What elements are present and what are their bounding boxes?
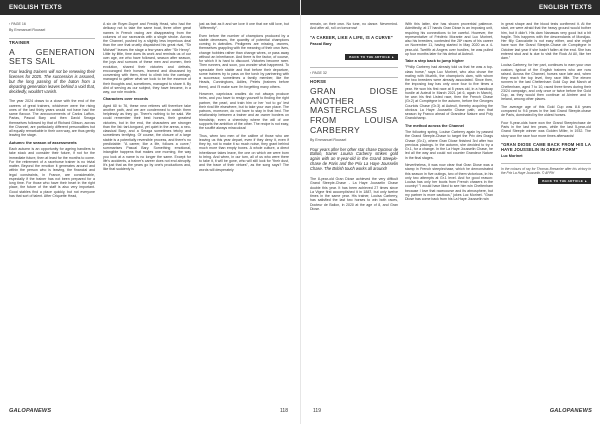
- magazine-brand: GALOPANEWS: [549, 408, 592, 414]
- byline: By Emmanuel Roussel: [9, 28, 46, 33]
- page-number: 119: [313, 408, 321, 414]
- magazine-brand: GALOPANEWS: [9, 408, 52, 414]
- pull-quote: "GRAN DIOSE CAME BACK FROM HIS LA HAYE JOUSSELIN IN GREAT FORM": [501, 141, 591, 152]
- paragraph: Louisa Carberry, for her part, continues to earn your own custom, typical of the English trainers who are now raised. Across the Channel, horses race late and, when they reach the top level, they race little. The eleven runners in the last Cheltenham Gold Cup last March at Cheltenham, aged 7 to 10, raced three times during their 23/24 campaign, and only once or twice before the Gold Cup, as they would then continue at Aintree and in Ireland, among other places.: [501, 63, 591, 102]
- byline: By Emmanuel Roussel: [310, 138, 347, 143]
- right-page-footer: [301, 408, 600, 418]
- pull-quote: "A CAREER, LIKE A LIFE, IS A CURVE": [310, 34, 393, 40]
- page-number: 118: [280, 408, 288, 414]
- standfirst: Four leading trainers will not be renewing their licenses for 2025. The succession is assured, but the long passing of the baton from a departing generation leaves behind a void that, decidedly, wouldn't vanish.: [9, 68, 95, 94]
- article-headline: A GENERATION SETS SAIL: [9, 46, 95, 67]
- pull-quote-author: Luc Morinet: [501, 154, 523, 159]
- paragraph: Thus, when two men of the calibre of those who are leaving us this year depart, even if they deny it, even if they try, not to make it so much noise, they grant behind much more than empty boxes. A whole culture, a direct inheritance takes leave, the one on which we were born to bring. And when, in our turn, all of us who were there to take it, it will be gone, who will still look for "their dust, and the trace of their virtues", as the song says? The words will desperately: [199, 133, 289, 172]
- subheading: Autumn: the season of assessments: [9, 139, 77, 145]
- paragraph: Aged 60 to 76, these new retirees will therefore take another path, and we are condemned to watch them helplessly as they go. There's nothing to be said. We could remember their best horses, their greatest victories, but in the end, the characters are stronger than the list: tart-tongued, yet quiet in the arena, a neo-classical Bary, and a Smaga sometimes tetchy and sometimes terrifying. Of course, the closure of a large stable is a potentially reversible process, and there's no predictable: "A career, like a life, follows a curve," summarises Pascal Bary. Something emotional, intangible happens that makes one morning, the way you look at a name is no longer the same. Except for life's accidents, a trainer's career does not end abruptly. It's just that as the years go by one's productions and, like that suddenly is: [103, 103, 191, 172]
- section-label: TRAINER: [9, 38, 95, 45]
- paragraph: "Philip Carberry had already told us that he was a top-class horse," says Luc Morinet, who also chose the mating with Muzhik, the champion's dam, with whom the two breeders were already associated. Since then, the imposing bay has only once four to five times a year. He won his first race at 5 years old, in a handicap hurdle at Auteuil in March 2021 (at 6, again in March), he won his first Listed race, then the French Chase (Gr.2) at Compiègne in the autumn, before the Georges Courtois Chase (Gr.3) at Auteuil, thereby acquiring the obvious La Haye Jousselin Chase path, won that season by Franco ahead of Grandeur Nature and Poly Grandchamp.: [405, 65, 493, 121]
- article-headline: GRAN DIOSE ANOTHER MASTERCLASS FROM LOUISA CARBERRY: [310, 86, 398, 135]
- left-page-header: ENGLISH TEXTS: [0, 0, 300, 15]
- standfirst: Four years after her other star chase Docteur de Ballon, trainer Louisa Carberry strikes gold again with an 8-year-old in the Grand Steeple-chase de Paris and the Prix La Haye Jousselin Chase. The British touch works all around!: [310, 146, 398, 172]
- section-label: HORSE: [310, 77, 398, 84]
- paragraph: The following spring, Louise Carberry again by passed the Grand Steeple-Chase to target the Prix des Drags Chase (Gr.1), where Gran Diose finished 3rd after two previous placings. In the autumn, she decided to try a Gr.1, for a change. In the La Haye Jousselin Chase, he led all the way and could not counter Grandeur Nature in the final stages.: [405, 130, 493, 160]
- paragraph: The 8-year-old Gran Diose achieved the very difficult Grand Steeple-Chase - La Haye Jousselin Chase double this year. It has been achieved 27 times since La Vigne first accomplished it in 1887, but only twelve times in the same year. His trainer, Louisa Carberry, has satisfied the last two horses to win both races, Docteur de Ballon, in 2020 at the age of 8, and Gran Diose.: [310, 177, 398, 211]
- photo-caption: In the colours of ray for Thomas Bresanier after his victory in the Prix La Haye Jousselin. © APRH: [501, 166, 591, 175]
- right-col-2: [405, 22, 493, 205]
- paragraph: Four 9-year-olds have won the Grand Steeplechase de Paris in the last ten years, while the last 5-year-old Grand Steeple winner was Golden Miller, in 1932. The story won the race four more times afterwards!: [501, 120, 591, 138]
- pull-quote-author: Pascal Bary: [310, 42, 332, 47]
- back-to-article-button[interactable]: BACK TO THE ARTICLE ▸: [345, 54, 398, 60]
- right-col-1: [310, 22, 398, 214]
- back-to-article-button[interactable]: BACK TO THE ARTICLE ▸: [538, 178, 591, 184]
- paragraph: With this latter, she has shown proverbial patience. Admittedly, at 17 hands Gran Diose is an imposing unit, requiring his connections to be careful. However, the representative of Frédéric Morante and Luc Morinet, also his breeders, contested the 28* races of his career on November 11, having started in May 2020 as a 4-year-old. Twelfth at Angers over hurdles, he was pulled up four months later for his debut at Auteuil.: [405, 22, 493, 56]
- paragraph: Even before the number of champions produced by a stable decreases, the quantity of potential champions coming in dwindles. Pedigrees are missing, owners, themselves grappling with the meaning of their own lives, change hobbies rather than change wives, or pass away without an inheritance. And there is the factor, of course, for which it is hard to discount. Victories become rarer. Then runners, and soon, you wonder what happened. To speculate their stable and that before their departure, some trainers try to pass on the torch by partnering with a successor, sometimes a family member, like the Heads, Cunningtons, Adiles, Pelets (trainers before them), and I'll make sure I'm forgetting many others.: [199, 33, 289, 89]
- subheading: Characters over records: [103, 96, 148, 102]
- page-kicker[interactable]: ‹ PAGE 16: [9, 22, 26, 26]
- paragraph: The average age of this Gold Cup was 8.6 years compared to 9.6 years in the last Grand Steeple-chase de Paris, dominated by the oldest horses.: [501, 104, 591, 118]
- paragraph: remain, on their own. No tune, no dance. Nevermind. And after all, roll on tomorrow!: [310, 22, 398, 31]
- right-page: [300, 0, 600, 424]
- paragraph: A six de Royer-Dupré and Freddy Head, who had the delicacy not to take the same boat, three other great names in French racing are disappearing from the columns of our racecards with a single stroke. Across the Channel, pushed by a slightly less imperious deal than the one that cruelly dispatched his great rival, "Sir Michael" leaves the stage a few years after "Sir Henry". Little by little, time does its work and reminds us of our own age, we who have followed, season after season, the joys and sorrows of these men and women, their evolution, shared their victories and defeats, encouraged their horses, learned and discussed by conversing with them, tried to climb into the carriage, managed to gather what we took to be the essence of their thoughts and, sometimes, managed to share it. By dint of serving as our subject, they have become, in a way, our role models.: [103, 22, 191, 94]
- arrow-right-icon: ▸: [585, 178, 587, 183]
- paragraph: in great shape and the blood tests confirmed it. At the start, we were afraid that the heavy ground would bother him, but it didn't. His dam Nanawas very good but a bit fragile. This happens with the descendants of Mondjau. Her filly Cancaiotte is not easy either, and she might have won the Grand Steeple-Chase de Compiègne in October last year if she hadn't fallen at the end. She has entered stud and is due to visit the Rock At All, like her dam.": [501, 22, 591, 60]
- right-page-header: ENGLISH TEXTS: [301, 0, 600, 15]
- paragraph: Nevertheless, it was now clear that Gran Diose was a stamp in French steeplechase, which he demonstrated this season in five outings, two of them victorious, in his only two attempts at Gr.1 level. And for good reason: Louisa has only her boots from French chasers in the country! "I would have liked to see him win Cheltenham because I love that racecourse and its atmosphere, but my partner is more cautious," jokes Luc Morinet. "Gran Diose has come back from his La Haye Jousselin win: [405, 163, 493, 202]
- right-col-3: [501, 22, 591, 187]
- paragraph: The year 2024 draws to a close with the end of the careers of great trainers, whichever were the rising ones of the last thirty years would not have had the same flavour. The announcements of Carlos Laffon-Parias, Pascal Bary and then David Smaga themselves followed by that of Richard Gibson, across the Channel, are particularly different personalities but all equally remarkable in their own way, are thus gently leaving the stage.: [9, 99, 95, 138]
- paragraph: Each autumn is an opportunity for ageing handlers to take stock and consider their future, if not for the immediate future, then at least for the months to come. For the retirement of a racehorse trainer is no trivial matter. Beyond the emotion it generates around and within the person who is leaving, the financial and legal constraints, in France, are considerable, especially if the trainer has not been prepared for a long time. For those who have their heart in the right place, the future of the staff is also very important. Good stables find a place quickly, but not everyone has that sort of talent. After Criquette Head,: [9, 147, 95, 198]
- left-col-3: [199, 22, 289, 175]
- divider: [310, 67, 398, 68]
- left-page-footer: [0, 408, 300, 418]
- arrow-right-icon: ▸: [392, 54, 394, 59]
- left-col-2: [103, 22, 191, 175]
- divider: [501, 163, 591, 164]
- subheading: The method across the Channel: [405, 122, 465, 128]
- subheading: Take a step back to jump higher: [405, 58, 464, 64]
- page-kicker[interactable]: ‹ PAGE 32: [310, 70, 327, 75]
- paragraph: However, capricious cradles do not always produce heirs, and you have to resign yourself to finding the right partner, the pearl, and train him or her 'not to go' lest their rival life elsewhere, but to take your own place. The patrons, moreover, do not have to stay in that bed. The relationship between a trainer and an owner borders on friendship, even a chemistry where the will of one supports the ambition of the other. The recipe is not easy, the soufflé always miraculous!: [199, 92, 289, 131]
- paragraph: just as fast as it and we love it one that we still love, but "differently".: [199, 22, 289, 31]
- left-col-1: [9, 22, 95, 201]
